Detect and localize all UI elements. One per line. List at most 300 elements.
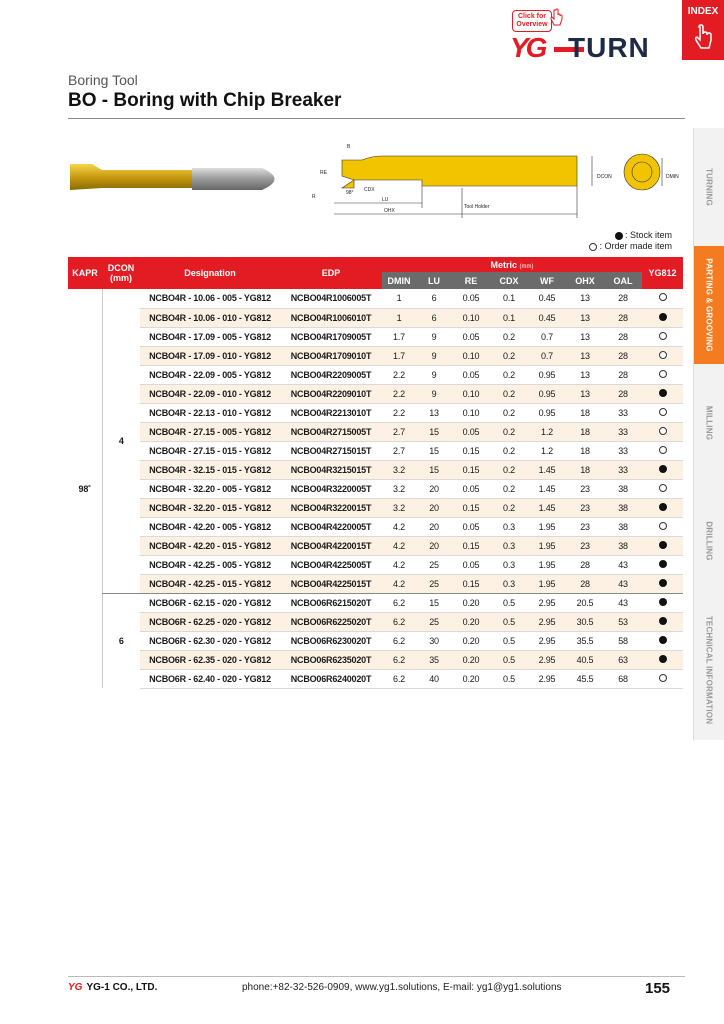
designation-cell: NCBO4R - 32.15 - 015 - YG812: [140, 460, 280, 479]
empty-circle-icon: [659, 332, 667, 340]
hand-pointer-icon: [693, 23, 713, 53]
footer-company-name: YG-1 CO., LTD.: [86, 982, 158, 993]
header-metric-unit: (mm): [519, 263, 534, 270]
re-cell: 0.05: [452, 327, 490, 346]
click-for-label: Click for: [517, 13, 546, 20]
oal-cell: 28: [604, 289, 642, 308]
page-number: 155: [645, 980, 671, 997]
edp-cell: NCBO04R4225015T: [280, 574, 382, 593]
filled-circle-icon: [659, 313, 667, 321]
index-tab[interactable]: [682, 0, 724, 60]
wf-cell: 1.45: [528, 460, 566, 479]
tab-parting-grooving-label: PARTING & GROOVING: [704, 258, 714, 352]
ohx-cell: 13: [566, 327, 604, 346]
stock-status-cell: [642, 517, 683, 536]
oal-cell: 33: [604, 441, 642, 460]
cdx-cell: 0.2: [490, 441, 528, 460]
filled-circle-icon: [659, 503, 667, 511]
designation-cell: NCBO4R - 17.09 - 010 - YG812: [140, 346, 280, 365]
stock-status-cell: [642, 612, 683, 631]
edp-cell: NCBO04R3215015T: [280, 460, 382, 479]
lu-cell: 15: [416, 441, 452, 460]
page-title: BO - Boring with Chip Breaker: [68, 90, 342, 111]
table-row: [68, 346, 683, 365]
wf-cell: 1.45: [528, 479, 566, 498]
cdx-cell: 0.5: [490, 612, 528, 631]
table-row: [68, 460, 683, 479]
edp-cell: NCBO06R6215020T: [280, 593, 382, 612]
designation-cell: NCBO4R - 42.25 - 015 - YG812: [140, 574, 280, 593]
edp-cell: NCBO04R3220005T: [280, 479, 382, 498]
re-cell: 0.05: [452, 555, 490, 574]
oal-cell: 68: [604, 669, 642, 688]
filled-circle-icon: [659, 655, 667, 663]
subheader-ohx: OHX: [566, 272, 604, 289]
cdx-cell: 0.5: [490, 593, 528, 612]
empty-circle-icon: [589, 243, 597, 251]
empty-circle-icon: [659, 427, 667, 435]
lu-label: LU: [382, 197, 389, 203]
cdx-cell: 0.3: [490, 555, 528, 574]
re-cell: 0.05: [452, 422, 490, 441]
re-cell: 0.05: [452, 479, 490, 498]
edp-cell: NCBO04R4220005T: [280, 517, 382, 536]
edp-cell: NCBO06R6240020T: [280, 669, 382, 688]
filled-circle-icon: [659, 541, 667, 549]
re-cell: 0.20: [452, 593, 490, 612]
header-metric: [382, 257, 642, 272]
edp-cell: NCBO04R1709010T: [280, 346, 382, 365]
tab-drilling[interactable]: [693, 482, 724, 600]
dmin-cell: 1.7: [382, 346, 416, 365]
tab-turning[interactable]: [693, 128, 724, 246]
dmin-cell: 6.2: [382, 650, 416, 669]
filled-circle-icon: [659, 617, 667, 625]
re-cell: 0.20: [452, 650, 490, 669]
ohx-cell: 18: [566, 441, 604, 460]
ohx-cell: 18: [566, 403, 604, 422]
re-cell: 0.10: [452, 403, 490, 422]
wf-cell: 1.95: [528, 555, 566, 574]
footer-logo-mark: YG: [68, 982, 83, 993]
wf-cell: 2.95: [528, 650, 566, 669]
filled-circle-icon: [659, 579, 667, 587]
designation-cell: NCBO6R - 62.40 - 020 - YG812: [140, 669, 280, 688]
tool-holder-label: Tool Holder: [464, 204, 490, 210]
empty-circle-icon: [659, 522, 667, 530]
designation-cell: NCBO6R - 62.35 - 020 - YG812: [140, 650, 280, 669]
cdx-cell: 0.1: [490, 308, 528, 327]
oal-cell: 28: [604, 365, 642, 384]
tab-technical-information-label: TECHNICAL INFORMATION: [704, 615, 714, 725]
tab-parting-grooving[interactable]: [693, 246, 724, 364]
cdx-cell: 0.1: [490, 289, 528, 308]
filled-circle-icon: [659, 465, 667, 473]
tab-technical-information[interactable]: [693, 600, 724, 740]
wf-cell: 0.45: [528, 308, 566, 327]
table-row: [68, 669, 683, 688]
cdx-cell: 0.2: [490, 460, 528, 479]
lu-cell: 15: [416, 460, 452, 479]
dmin-cell: 4.2: [382, 536, 416, 555]
designation-cell: NCBO4R - 17.09 - 005 - YG812: [140, 327, 280, 346]
re-cell: 0.15: [452, 441, 490, 460]
designation-cell: NCBO4R - 27.15 - 015 - YG812: [140, 441, 280, 460]
re-cell: 0.15: [452, 498, 490, 517]
re-cell: 0.05: [452, 289, 490, 308]
cdx-cell: 0.5: [490, 631, 528, 650]
empty-circle-icon: [659, 484, 667, 492]
designation-cell: NCBO4R - 42.25 - 005 - YG812: [140, 555, 280, 574]
ohx-cell: 35.5: [566, 631, 604, 650]
empty-circle-icon: [659, 293, 667, 301]
overview-button[interactable]: [512, 10, 552, 32]
ohx-cell: 20.5: [566, 593, 604, 612]
dmin-cell: 3.2: [382, 479, 416, 498]
cdx-cell: 0.3: [490, 574, 528, 593]
edp-cell: NCBO06R6225020T: [280, 612, 382, 631]
dcon-cell: 4: [102, 289, 140, 593]
oal-cell: 33: [604, 422, 642, 441]
subheader-oal: OAL: [604, 272, 642, 289]
click-hand-icon: [550, 8, 564, 28]
ohx-cell: 45.5: [566, 669, 604, 688]
designation-cell: NCBO6R - 62.30 - 020 - YG812: [140, 631, 280, 650]
ohx-cell: 18: [566, 460, 604, 479]
table-row: [68, 441, 683, 460]
lu-cell: 13: [416, 403, 452, 422]
stock-status-cell: [642, 479, 683, 498]
header-metric-label: Metric: [490, 259, 517, 270]
table-row: [68, 574, 683, 593]
ohx-cell: 23: [566, 479, 604, 498]
lu-cell: 25: [416, 574, 452, 593]
oal-cell: 38: [604, 479, 642, 498]
table-row: [68, 612, 683, 631]
oal-cell: 28: [604, 327, 642, 346]
cdx-cell: 0.5: [490, 650, 528, 669]
table-row: [68, 536, 683, 555]
table-row: [68, 650, 683, 669]
edp-cell: NCBO04R4220015T: [280, 536, 382, 555]
re-cell: 0.10: [452, 346, 490, 365]
footer-company: [68, 982, 157, 993]
header-dcon-unit: (mm): [110, 273, 132, 283]
dmin-cell: 2.2: [382, 384, 416, 403]
edp-cell: NCBO04R2213010T: [280, 403, 382, 422]
legend-stock-label: : Stock item: [624, 230, 672, 240]
legend-order: [589, 241, 672, 252]
designation-cell: NCBO4R - 22.09 - 010 - YG812: [140, 384, 280, 403]
dmin-cell: 6.2: [382, 593, 416, 612]
filled-circle-icon: [659, 560, 667, 568]
wf-cell: 0.95: [528, 403, 566, 422]
ohx-cell: 40.5: [566, 650, 604, 669]
logo-yg: YG: [510, 32, 545, 63]
table-row: [68, 593, 683, 612]
oal-cell: 28: [604, 384, 642, 403]
re-cell: 0.15: [452, 574, 490, 593]
subheader-re: RE: [452, 272, 490, 289]
edp-cell: NCBO04R2209005T: [280, 365, 382, 384]
designation-cell: NCBO4R - 32.20 - 005 - YG812: [140, 479, 280, 498]
re-cell: 0.05: [452, 517, 490, 536]
table-row: [68, 289, 683, 308]
stock-status-cell: [642, 327, 683, 346]
dmin-cell: 4.2: [382, 555, 416, 574]
cdx-cell: 0.2: [490, 384, 528, 403]
table-row: [68, 365, 683, 384]
re-cell: 0.20: [452, 669, 490, 688]
wf-cell: 2.95: [528, 669, 566, 688]
filled-circle-icon: [659, 389, 667, 397]
table-row: [68, 517, 683, 536]
empty-circle-icon: [659, 674, 667, 682]
lu-cell: 9: [416, 384, 452, 403]
stock-status-cell: [642, 308, 683, 327]
stock-status-cell: [642, 650, 683, 669]
oal-cell: 28: [604, 308, 642, 327]
logo-turn: TURN: [568, 32, 650, 63]
designation-cell: NCBO4R - 32.20 - 015 - YG812: [140, 498, 280, 517]
empty-circle-icon: [659, 351, 667, 359]
lu-cell: 25: [416, 555, 452, 574]
edp-cell: NCBO06R6230020T: [280, 631, 382, 650]
table-row: [68, 555, 683, 574]
oal-cell: 43: [604, 593, 642, 612]
wf-cell: 1.2: [528, 441, 566, 460]
oal-cell: 33: [604, 403, 642, 422]
designation-cell: NCBO6R - 62.15 - 020 - YG812: [140, 593, 280, 612]
page-category: Boring Tool: [68, 72, 138, 88]
lu-cell: 9: [416, 346, 452, 365]
lu-cell: 9: [416, 365, 452, 384]
designation-cell: NCBO4R - 22.09 - 005 - YG812: [140, 365, 280, 384]
lu-cell: 6: [416, 308, 452, 327]
oal-cell: 38: [604, 536, 642, 555]
wf-cell: 0.95: [528, 365, 566, 384]
header-kapr: KAPR: [68, 257, 102, 289]
table-row: [68, 479, 683, 498]
legend-stock: [589, 230, 672, 241]
designation-cell: NCBO6R - 62.25 - 020 - YG812: [140, 612, 280, 631]
lu-cell: 20: [416, 498, 452, 517]
tab-turning-label: TURNING: [704, 168, 714, 206]
tab-milling[interactable]: [693, 364, 724, 482]
lu-cell: 30: [416, 631, 452, 650]
tool-photo: [70, 164, 275, 190]
stock-status-cell: [642, 574, 683, 593]
table-row: [68, 327, 683, 346]
ohx-cell: 13: [566, 289, 604, 308]
subheader-dmin: DMIN: [382, 272, 416, 289]
oal-cell: 63: [604, 650, 642, 669]
wf-cell: 1.45: [528, 498, 566, 517]
filled-circle-icon: [659, 598, 667, 606]
filled-circle-icon: [659, 636, 667, 644]
stock-status-cell: [642, 536, 683, 555]
oal-cell: 43: [604, 574, 642, 593]
ohx-cell: 28: [566, 555, 604, 574]
subheader-cdx: CDX: [490, 272, 528, 289]
index-label: INDEX: [687, 6, 719, 17]
cdx-cell: 0.2: [490, 346, 528, 365]
re-cell: 0.10: [452, 308, 490, 327]
edp-cell: NCBO04R2715005T: [280, 422, 382, 441]
header-dcon-label: DCON: [107, 263, 135, 273]
stock-status-cell: [642, 441, 683, 460]
oal-cell: 53: [604, 612, 642, 631]
lu-cell: 15: [416, 593, 452, 612]
cdx-cell: 0.2: [490, 498, 528, 517]
stock-status-cell: [642, 289, 683, 308]
cdx-cell: 0.3: [490, 536, 528, 555]
ohx-cell: 23: [566, 517, 604, 536]
edp-cell: NCBO04R1709005T: [280, 327, 382, 346]
tab-drilling-label: DRILLING: [704, 521, 714, 561]
re-cell: 0.20: [452, 612, 490, 631]
dmin-cell: 3.2: [382, 460, 416, 479]
legend-order-label: : Order made item: [599, 241, 672, 251]
edp-cell: NCBO04R1006010T: [280, 308, 382, 327]
table-row: [68, 308, 683, 327]
wf-cell: 1.95: [528, 517, 566, 536]
ohx-cell: 13: [566, 308, 604, 327]
lu-cell: 25: [416, 612, 452, 631]
lu-cell: 9: [416, 327, 452, 346]
ohx-label: OHX: [384, 208, 395, 214]
dcon-cell: 6: [102, 593, 140, 688]
stock-status-cell: [642, 555, 683, 574]
cdx-cell: 0.2: [490, 365, 528, 384]
dim-b-label: B: [347, 144, 351, 150]
edp-cell: NCBO04R2715015T: [280, 441, 382, 460]
ohx-cell: 18: [566, 422, 604, 441]
dmin-cell: 2.2: [382, 403, 416, 422]
oal-cell: 43: [604, 555, 642, 574]
cdx-cell: 0.5: [490, 669, 528, 688]
wf-cell: 1.95: [528, 536, 566, 555]
ohx-cell: 13: [566, 384, 604, 403]
dmin-cell: 4.2: [382, 574, 416, 593]
oal-cell: 38: [604, 498, 642, 517]
lu-cell: 40: [416, 669, 452, 688]
dmin-cell: 6.2: [382, 612, 416, 631]
product-table: [68, 257, 683, 689]
oal-cell: 38: [604, 517, 642, 536]
ohx-cell: 28: [566, 574, 604, 593]
tool-drawing: [62, 128, 682, 218]
header-grade: YG812: [642, 257, 683, 289]
kapr-cell: 98˚: [78, 483, 91, 494]
wf-cell: 1.2: [528, 422, 566, 441]
wf-cell: 0.45: [528, 289, 566, 308]
empty-circle-icon: [659, 370, 667, 378]
stock-status-cell: [642, 593, 683, 612]
table-row: [68, 384, 683, 403]
ohx-cell: 23: [566, 536, 604, 555]
dmin-cell: 3.2: [382, 498, 416, 517]
edp-cell: NCBO04R1006005T: [280, 289, 382, 308]
overview-label: Overview: [516, 21, 548, 28]
stock-status-cell: [642, 384, 683, 403]
re-cell: 0.15: [452, 460, 490, 479]
filled-circle-icon: [615, 232, 623, 240]
re-cell: 0.05: [452, 365, 490, 384]
dmin-cell: 2.7: [382, 441, 416, 460]
dmin-cell: 2.2: [382, 365, 416, 384]
brand-logo: [510, 32, 680, 62]
stock-status-cell: [642, 498, 683, 517]
designation-cell: NCBO4R - 42.20 - 005 - YG812: [140, 517, 280, 536]
designation-cell: NCBO4R - 10.06 - 005 - YG812: [140, 289, 280, 308]
edp-cell: NCBO04R2209010T: [280, 384, 382, 403]
stock-status-cell: [642, 346, 683, 365]
wf-cell: 2.95: [528, 593, 566, 612]
dim-r-label: R: [312, 194, 316, 200]
lu-cell: 20: [416, 479, 452, 498]
dmin-cell: 6.2: [382, 631, 416, 650]
edp-cell: NCBO04R4225005T: [280, 555, 382, 574]
stock-status-cell: [642, 422, 683, 441]
cdx-cell: 0.2: [490, 327, 528, 346]
dmin-cell: 1.7: [382, 327, 416, 346]
lu-cell: 20: [416, 536, 452, 555]
ohx-cell: 13: [566, 365, 604, 384]
footer-divider: [68, 976, 685, 977]
re-cell: 0.10: [452, 384, 490, 403]
wf-cell: 0.7: [528, 346, 566, 365]
header-designation: Designation: [140, 257, 280, 289]
stock-status-cell: [642, 631, 683, 650]
cdx-cell: 0.2: [490, 479, 528, 498]
edp-cell: NCBO06R6235020T: [280, 650, 382, 669]
dmin-cell: 2.7: [382, 422, 416, 441]
oal-cell: 28: [604, 346, 642, 365]
lu-cell: 20: [416, 517, 452, 536]
empty-circle-icon: [659, 446, 667, 454]
stock-status-cell: [642, 460, 683, 479]
header-dcon: [102, 257, 140, 289]
title-divider: [68, 118, 685, 119]
stock-status-cell: [642, 669, 683, 688]
table-row: [68, 631, 683, 650]
designation-cell: NCBO4R - 27.15 - 005 - YG812: [140, 422, 280, 441]
cdx-cell: 0.2: [490, 403, 528, 422]
wf-cell: 0.7: [528, 327, 566, 346]
dcon-label: DCON: [597, 174, 612, 180]
oal-cell: 58: [604, 631, 642, 650]
ohx-cell: 13: [566, 346, 604, 365]
lu-cell: 15: [416, 422, 452, 441]
tab-milling-label: MILLING: [704, 405, 714, 441]
dmin-cell: 1: [382, 308, 416, 327]
designation-cell: NCBO4R - 42.20 - 015 - YG812: [140, 536, 280, 555]
stock-status-cell: [642, 403, 683, 422]
dmin-cell: 1: [382, 289, 416, 308]
empty-circle-icon: [659, 408, 667, 416]
ohx-cell: 23: [566, 498, 604, 517]
dmin-cell: 4.2: [382, 517, 416, 536]
dmin-label: DMIN: [666, 174, 679, 180]
lu-cell: 6: [416, 289, 452, 308]
dmin-cell: 6.2: [382, 669, 416, 688]
wf-cell: 0.95: [528, 384, 566, 403]
re-label: RE: [320, 170, 327, 176]
lu-cell: 35: [416, 650, 452, 669]
re-cell: 0.15: [452, 536, 490, 555]
header-edp: EDP: [280, 257, 382, 289]
